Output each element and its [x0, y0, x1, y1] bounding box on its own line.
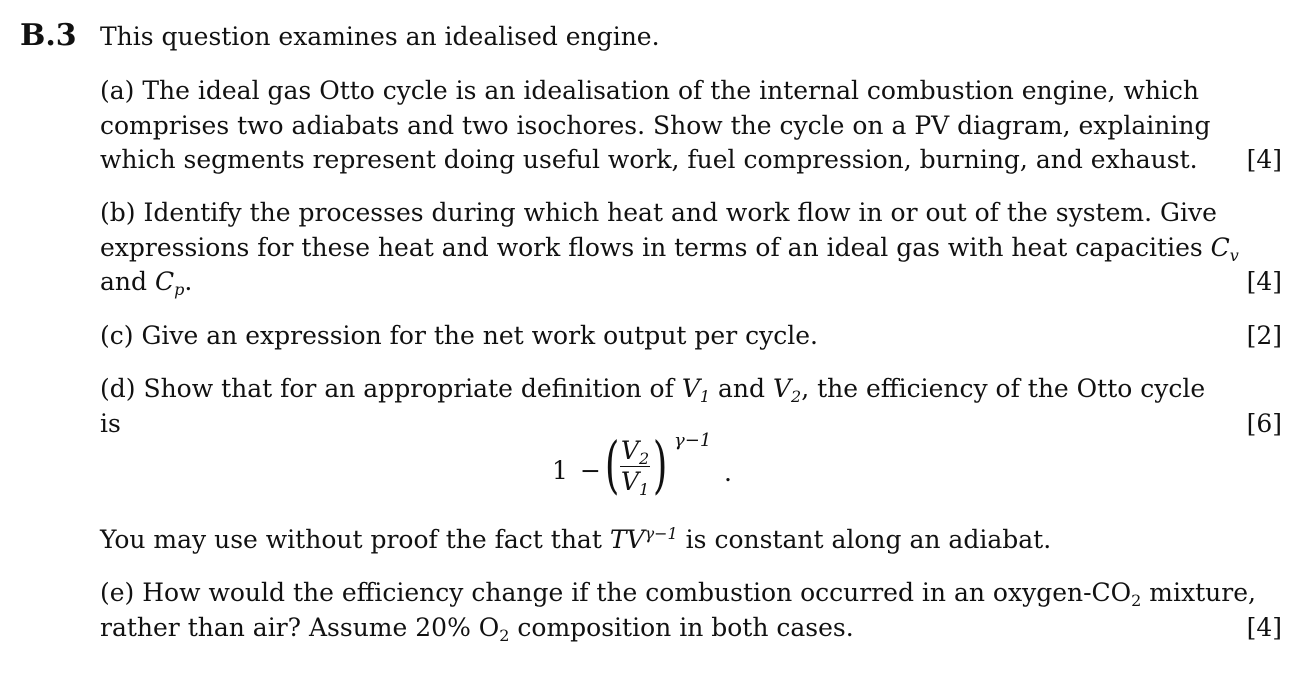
part-e	[100, 576, 1256, 645]
part-b-line-1: (b) Identify the processes during which heat and work flow in or out of the system. Give	[100, 198, 1217, 227]
part-c	[100, 319, 1182, 354]
part-a-marks: [4]	[1246, 145, 1282, 174]
part-e-line-1: (e) How would the efficiency change if the combustion occurred in an oxygen-$CO_2$ mixture,	[100, 578, 1256, 610]
part-c-marks: [2]	[1246, 321, 1282, 350]
part-a-line-1: (a) The ideal gas Otto cycle is an idealisation of the internal combustion engine, which	[100, 76, 1200, 105]
equation-minus: −	[580, 456, 601, 485]
part-b-marks: [4]	[1246, 267, 1282, 296]
equation-period: .	[724, 458, 732, 487]
question-number: B.3	[20, 18, 77, 53]
part-b-line-2-text: expressions for these heat and work flows in terms of an ideal gas with heat capacities	[100, 232, 1203, 262]
part-d-note: You may use without proof the fact that $TV^{\gamma-1}$ is constant along an adiabat.	[100, 524, 1052, 554]
equation-fraction: $V_2$ $V_1$	[620, 436, 650, 499]
part-d-line-2: is	[100, 408, 121, 438]
part-c-text: (c) Give an expression for the net work output per cycle.	[100, 321, 818, 350]
part-b-line-3: and $C_p$.	[100, 267, 193, 299]
equation-left-paren: (	[604, 428, 620, 501]
part-e-marks: [4]	[1246, 613, 1282, 642]
cv-symbol: $C_v$	[1210, 232, 1239, 265]
part-b-line-2	[100, 231, 1239, 266]
cp-symbol: $C_p$	[154, 267, 185, 299]
part-d-line-1: (d) Show that for an appropriate definition of $V_1$ and $V_2$, the efficiency of the Otto cycle	[100, 374, 1206, 406]
equation-right-paren: )	[652, 428, 668, 501]
part-d-marks: [6]	[1246, 409, 1282, 438]
part-b	[100, 196, 1239, 300]
part-e-line-2: rather than air? Assume 20% $O_2$ composition in both cases.	[100, 612, 854, 645]
part-a-line-2: comprises two adiabats and two isochores. Show the cycle on a PV diagram, explaining	[100, 110, 1211, 140]
part-a	[100, 74, 1211, 178]
part-d	[100, 372, 1206, 441]
equation-exponent: γ−1	[674, 430, 712, 451]
question-intro: This question examines an idealised engine.	[100, 22, 660, 51]
equation-one: 1	[552, 456, 568, 485]
part-a-line-3: which segments represent doing useful work, fuel compression, burning, and exhaust.	[100, 145, 1198, 174]
